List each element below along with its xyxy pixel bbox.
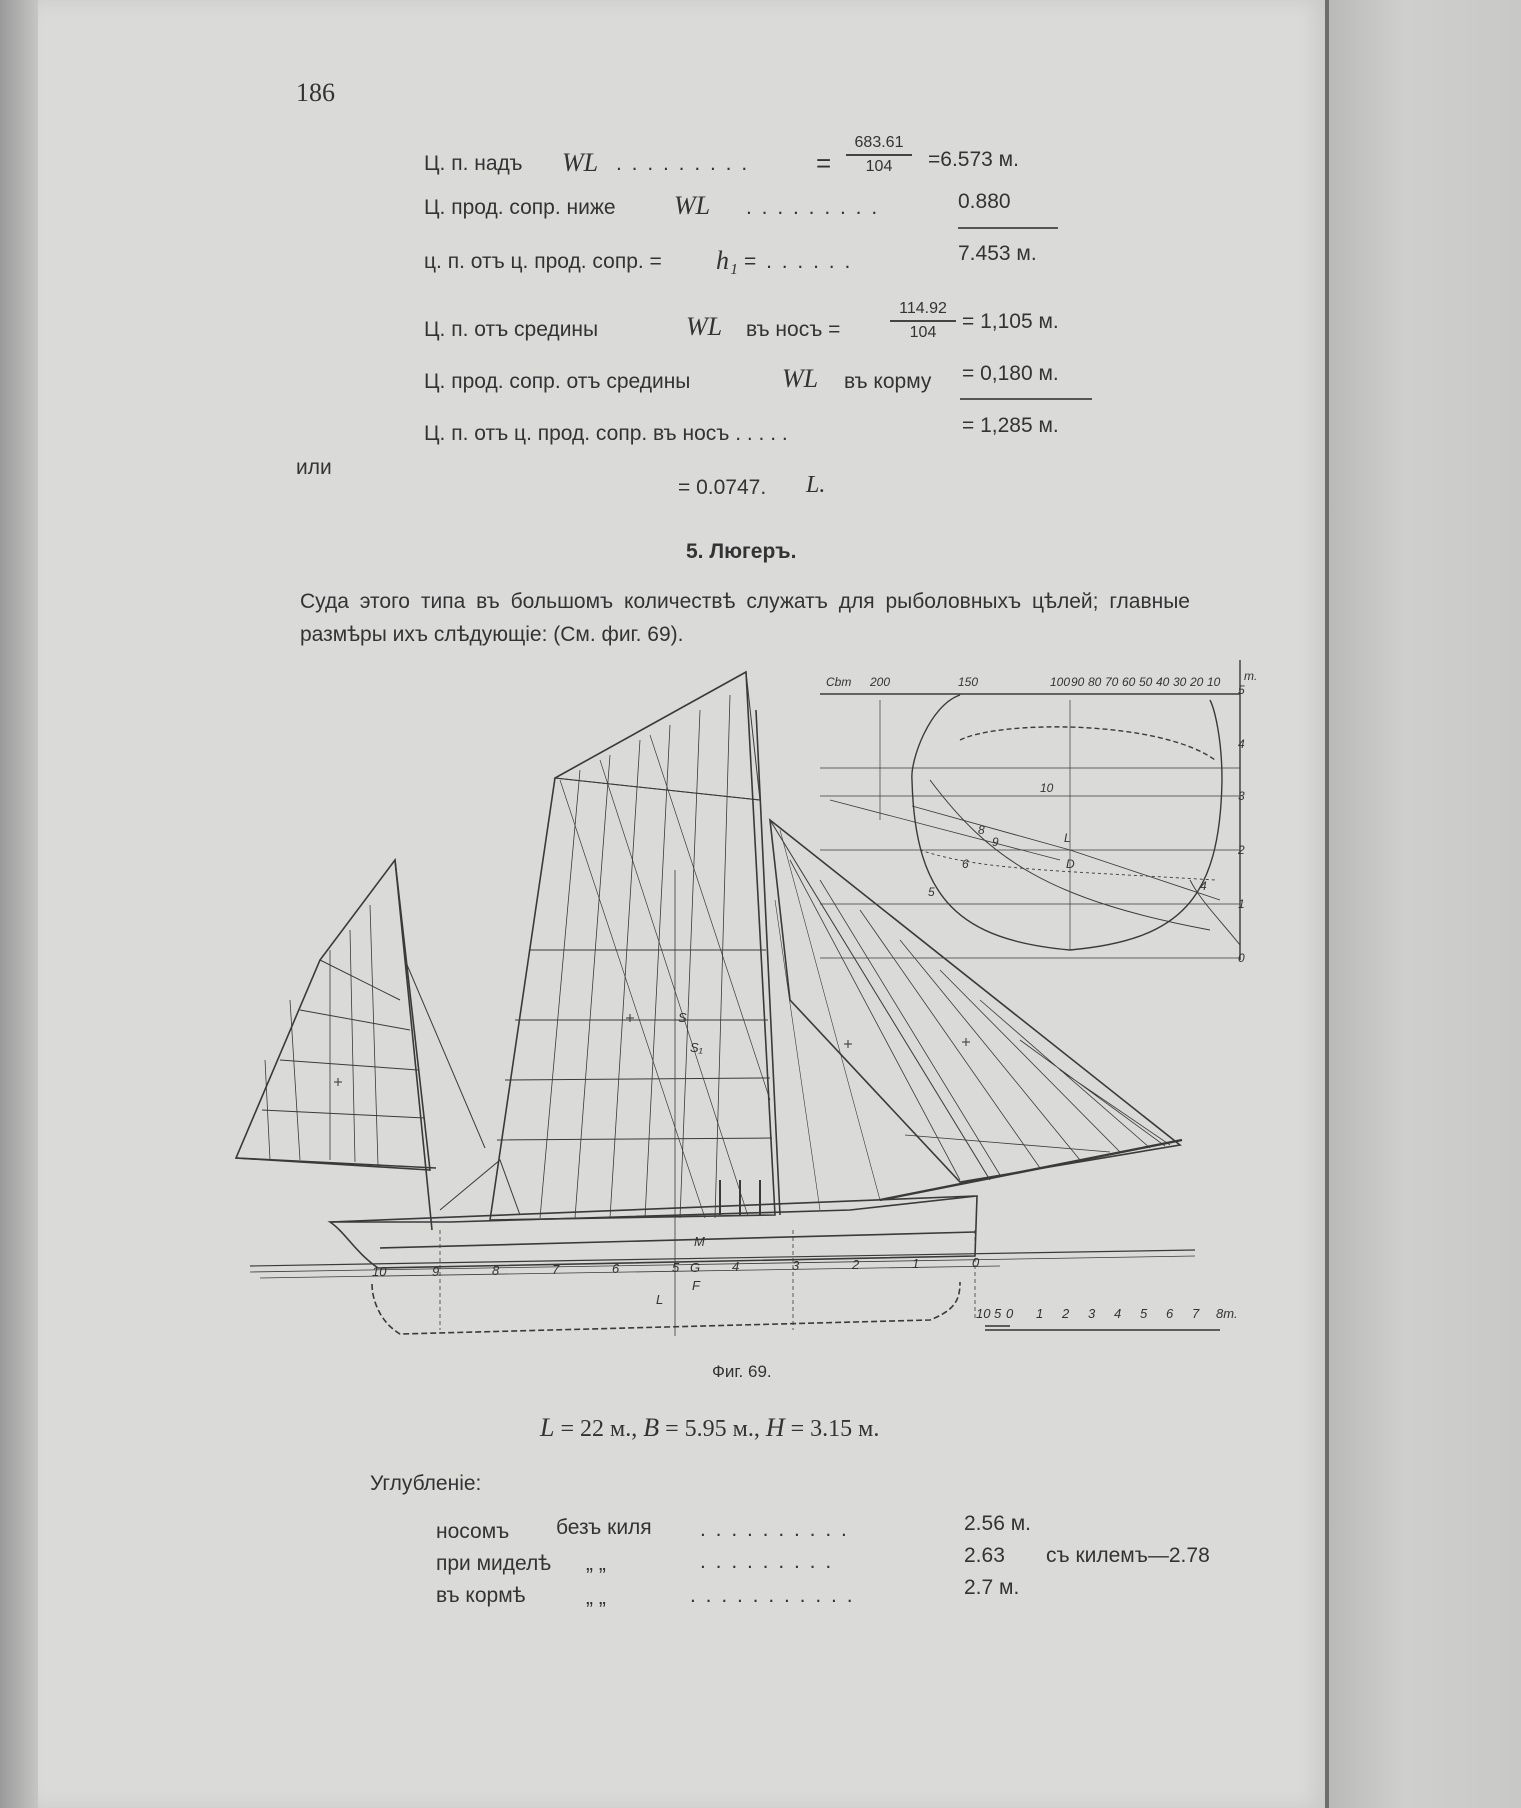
- hull-outline: [330, 1196, 977, 1268]
- section-scale-tick: 60: [1122, 675, 1136, 689]
- section-label: D: [1066, 857, 1075, 871]
- station-label: 2: [852, 1257, 860, 1272]
- dim-L-symbol: L: [540, 1413, 555, 1442]
- calc2-line1-tail: въ носъ =: [746, 318, 841, 341]
- mizzen-sail: [236, 860, 430, 1170]
- section-scale-tick: 200: [870, 675, 891, 689]
- figure-caption: Фиг. 69.: [712, 1362, 772, 1381]
- station-label: G: [690, 1260, 701, 1275]
- section-label: 9: [992, 835, 999, 849]
- draft-row-value: 2.7 м.: [964, 1576, 1020, 1599]
- draft-row-label: въ кормѣ: [436, 1584, 526, 1607]
- scale-label: 5: [994, 1306, 1002, 1321]
- calc2-line1-wl: WL: [686, 312, 723, 341]
- section-height-tick: 5: [1238, 683, 1245, 697]
- or-result: = 0.0747.: [678, 476, 767, 499]
- scale-label: 1: [1036, 1306, 1044, 1321]
- scale-label: 7: [1192, 1306, 1200, 1321]
- calc2-line3-result: = 1,285 м.: [962, 414, 1059, 437]
- scale-label: 5: [1140, 1306, 1148, 1321]
- calc1-line2-label: Ц. прод. сопр. ниже: [424, 196, 616, 219]
- section-label: 5: [928, 885, 935, 899]
- calc1-line2-wl: WL: [674, 191, 711, 220]
- main-mast: [756, 710, 780, 1215]
- point-label-M: M: [694, 1234, 705, 1249]
- section-height-tick: 3: [1238, 789, 1245, 803]
- section-height-tick: 1: [1238, 897, 1245, 911]
- calc2-denominator: 104: [909, 323, 937, 341]
- station-label: 0: [972, 1255, 980, 1270]
- calc1-line1-wl: WL: [562, 148, 599, 177]
- calc2-line2-wl: WL: [782, 364, 819, 393]
- point-label-S: S: [678, 1010, 687, 1025]
- station-label: 6: [612, 1261, 620, 1276]
- or-word: или: [296, 456, 332, 479]
- section-label: 4: [1200, 879, 1207, 893]
- scale-label: 0: [1006, 1306, 1014, 1321]
- section-label: 6: [962, 857, 969, 871]
- calc1-line3-dots: = . . . . . .: [744, 250, 853, 273]
- calc1-line1-label: Ц. п. надъ: [424, 152, 523, 175]
- section-scale-tick: 80: [1088, 675, 1102, 689]
- section-scale-tick: 150: [958, 675, 979, 689]
- draft-row-note: „ „: [586, 1552, 606, 1575]
- draft-row-extra: съ килемъ—2.78: [1046, 1544, 1210, 1567]
- section-scale-tick: 40: [1156, 675, 1170, 689]
- station-label: 7: [552, 1262, 560, 1277]
- section-heading: 5. Люгеръ.: [686, 540, 797, 563]
- section-scale-tick: 90: [1071, 675, 1085, 689]
- section-label: 8: [978, 823, 985, 837]
- topsail: [555, 672, 760, 800]
- dim-H-symbol: H: [765, 1413, 785, 1442]
- keel-outline: [372, 1282, 960, 1334]
- calc2-line3-label: Ц. п. отъ ц. прод. сопр. въ носъ . . . . .: [424, 422, 788, 445]
- station-label: 8: [492, 1263, 500, 1278]
- section-scale-label: Cbm: [826, 675, 852, 689]
- calc2-line2-result: = 0,180 м.: [962, 362, 1059, 385]
- dim-H-value: = 3.15 м.: [790, 1416, 880, 1442]
- draft-row-value: 2.56 м.: [964, 1512, 1031, 1535]
- page-number: 186: [296, 78, 335, 107]
- calc1-line2-dots: . . . . . . . . .: [746, 196, 880, 219]
- scale-label: 2: [1062, 1306, 1070, 1321]
- or-L: L.: [806, 472, 826, 498]
- draft-row-label: носомъ: [436, 1520, 510, 1543]
- scale-label: 4: [1114, 1306, 1122, 1321]
- station-label: 5: [672, 1260, 680, 1275]
- calc2-line2-label: Ц. прод. сопр. отъ средины: [424, 370, 691, 393]
- forestay: [770, 820, 990, 1180]
- calc1-line1-dots: . . . . . . . . .: [616, 152, 750, 175]
- station-label: 10: [372, 1264, 387, 1279]
- draft-row-dots: . . . . . . . . .: [700, 1550, 834, 1573]
- section-label: 10: [1040, 781, 1054, 795]
- scale-label: 10: [976, 1306, 991, 1321]
- scale-label: 8m.: [1216, 1306, 1238, 1321]
- body-paragraph: Суда этого типа въ большомъ количествѣ служатъ для рыболовныхъ цѣлей; главные размѣры ихъ слѣдующіе: (См. фиг. 69).: [300, 590, 1190, 646]
- section-label: L: [1064, 831, 1071, 845]
- draft-row-note: безъ киля: [556, 1516, 652, 1539]
- section-scale-tick: 100: [1050, 675, 1071, 689]
- scale-label: 3: [1088, 1306, 1096, 1321]
- draft-row-dots: . . . . . . . . . . .: [690, 1584, 855, 1607]
- draft-title: Углубленіе:: [370, 1472, 482, 1495]
- calc1-line1-equals: =: [816, 148, 832, 178]
- section-height-tick: 0: [1238, 951, 1245, 965]
- section-scale-tick: 10: [1207, 675, 1221, 689]
- calc1-line3-h: h₁: [716, 246, 739, 275]
- draft-row-dots: . . . . . . . . . .: [700, 1518, 849, 1541]
- station-label: 4: [732, 1259, 740, 1274]
- section-hull: [912, 695, 1222, 950]
- draft-row-value: 2.63: [964, 1544, 1005, 1567]
- calc1-denominator: 104: [865, 157, 893, 175]
- calc2-line1-result: = 1,105 м.: [962, 310, 1059, 333]
- draft-row-note: „ „: [586, 1586, 606, 1609]
- hull-rail: [380, 1232, 975, 1248]
- calc1-line3-result: 7.453 м.: [958, 242, 1037, 265]
- dim-B-symbol: B: [643, 1413, 660, 1442]
- section-scale-tick: 30: [1173, 675, 1187, 689]
- calc1-line1-result: =6.573 м.: [928, 148, 1019, 171]
- section-scale-tick: 50: [1139, 675, 1153, 689]
- scale-label: 6: [1166, 1306, 1174, 1321]
- point-label-F: F: [692, 1278, 700, 1293]
- section-scale-tick: 20: [1190, 675, 1204, 689]
- station-label: 1: [912, 1256, 920, 1271]
- dim-B-value: = 5.95 м.,: [665, 1416, 760, 1442]
- station-label: 9: [432, 1264, 440, 1279]
- section-scale-unit: m.: [1244, 669, 1258, 683]
- calc2-numerator: 114.92: [899, 300, 947, 317]
- station-label: 3: [792, 1258, 800, 1273]
- section-height-tick: 2: [1238, 843, 1245, 857]
- point-label-S1: S₁: [690, 1040, 703, 1055]
- calc1-numerator: 683.61: [854, 134, 904, 151]
- draft-row-label: при миделѣ: [436, 1552, 552, 1575]
- section-height-tick: 4: [1238, 737, 1245, 751]
- calc2-line1-label: Ц. п. отъ средины: [424, 318, 599, 341]
- point-label-L: L: [656, 1292, 664, 1307]
- calc1-line3-label: ц. п. отъ ц. прод. сопр. =: [424, 250, 662, 273]
- hull-sheer: [330, 1196, 975, 1222]
- dim-L-value: = 22 м.,: [560, 1416, 638, 1442]
- main-dimensions: [540, 1413, 879, 1443]
- calc1-line2-result: 0.880: [958, 190, 1011, 213]
- calc2-line2-tail: въ корму: [844, 370, 932, 393]
- section-scale-tick: 70: [1105, 675, 1119, 689]
